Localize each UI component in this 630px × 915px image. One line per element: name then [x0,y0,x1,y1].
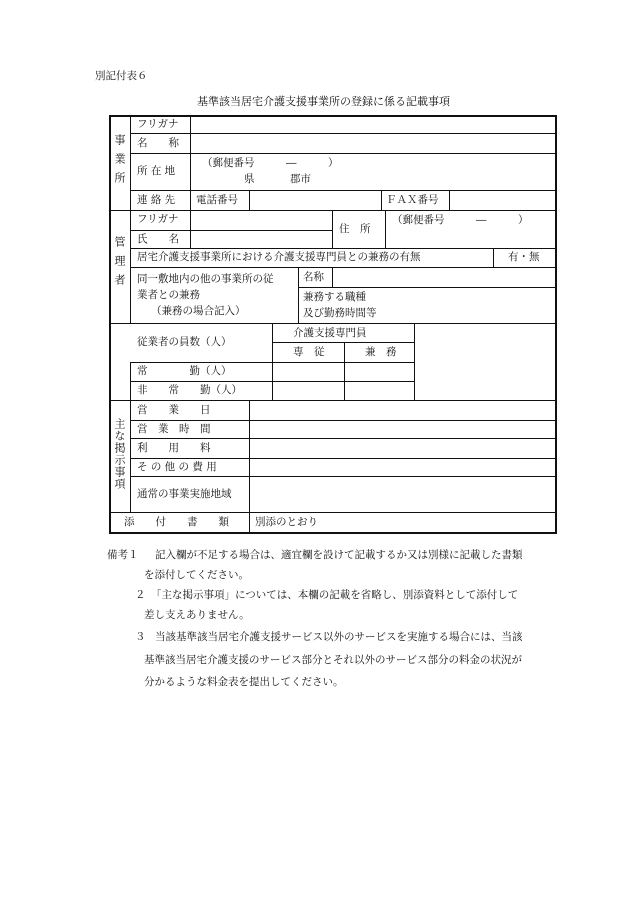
jigyosho-furigana-label: フリガナ [137,118,179,130]
note3-line1: 当該基準該当居宅介護支援サービス以外のサービスを実施する場合には、当該 [155,631,523,643]
note2-line1: 「主な掲示事項」については、本欄の記載を省略し、別添資料として添付して [151,589,519,601]
note3-label: ３ [135,631,146,643]
kanri-yes-no: 有・無 [508,251,540,263]
staff-row-parttime: 非 常 勤（人） [137,384,242,396]
note3-line2: 基準該当居宅介護支援のサービス部分とそれ以外のサービス部分の料金の状況が [144,654,522,666]
note3-line3: 分かるような料金表を提出してください。 [144,676,344,688]
jigyosho-name-label: 名 称 [137,137,179,149]
note1-line2: を添付してください。 [144,569,249,581]
jigyosho-city: 郡市 [290,173,311,185]
jigyosho-contact-label: 連 絡 先 [137,194,176,206]
keiji-hours-label: 営 業 時 間 [137,423,211,435]
kanri-concurrent-label: 居宅介護支援事業所における介護支援専門員との兼務の有無 [137,251,421,263]
page-title: 基準該当居宅介護支援事業所の登録に係る記載事項 [197,95,450,108]
kanri-name-label: 氏 名 [137,233,179,245]
jigyosho-postal: （郵便番号 ― ） [202,157,339,169]
note2-label: ２ [135,589,146,601]
jigyosho-phone-label: 電話番号 [196,194,238,206]
note1-line1: 記入欄が不足する場合は、適宜欄を設けて記載するか又は別様に記載した書類 [155,549,523,561]
kanri-other-line2: 業者との兼務 [137,289,200,301]
staff-label: 従業者の員数（人） [137,336,232,348]
kanri-postal: （郵便番号 ― ） [392,214,529,226]
staff-col-fulltime-dedicated: 専 従 [293,346,325,358]
keiji-area-label: 通常の事業実施地域 [137,488,232,500]
jigyosho-fax-label: ＦＡＸ番号 [386,194,439,206]
kanri-furigana-label: フリガナ [137,213,179,225]
kanri-duty-line2: 及び勤務時間等 [303,307,377,319]
kanri-duty-line1: 兼務する職種 [303,291,366,303]
form-id: 別記付表６ [95,70,148,82]
keiji-side-label: 主な掲示事項 [113,418,126,490]
kanri-other-line1: 同一敷地内の他の事業所の従 [137,273,274,285]
attach-label: 添 付 書 類 [124,516,229,528]
kanri-other-line3: （兼務の場合記入） [151,305,246,317]
jigyosho-address-label: 所 在 地 [137,165,176,177]
keiji-days-label: 営 業 日 [137,404,211,416]
kanri-other-name-label: 名称 [303,271,324,283]
note2-line2: 差し支えありません。 [144,609,250,621]
keiji-fee-label: 利 用 料 [137,442,211,454]
kanri-address-label: 住 所 [339,223,371,235]
jigyosho-side-label: 事業所 [113,134,126,191]
staff-group-label: 介護支援専門員 [293,327,367,339]
attach-value: 別添のとおり [255,516,318,528]
jigyosho-prefecture: 県 [244,173,255,185]
keiji-other-fee-label: そ の 他 の 費 用 [137,461,217,473]
kanri-side-label: 管理者 [113,236,126,293]
staff-row-fulltime: 常 勤（人） [137,365,232,377]
note1-label: 備考１ [107,549,139,561]
staff-col-concurrent: 兼 務 [365,346,397,358]
